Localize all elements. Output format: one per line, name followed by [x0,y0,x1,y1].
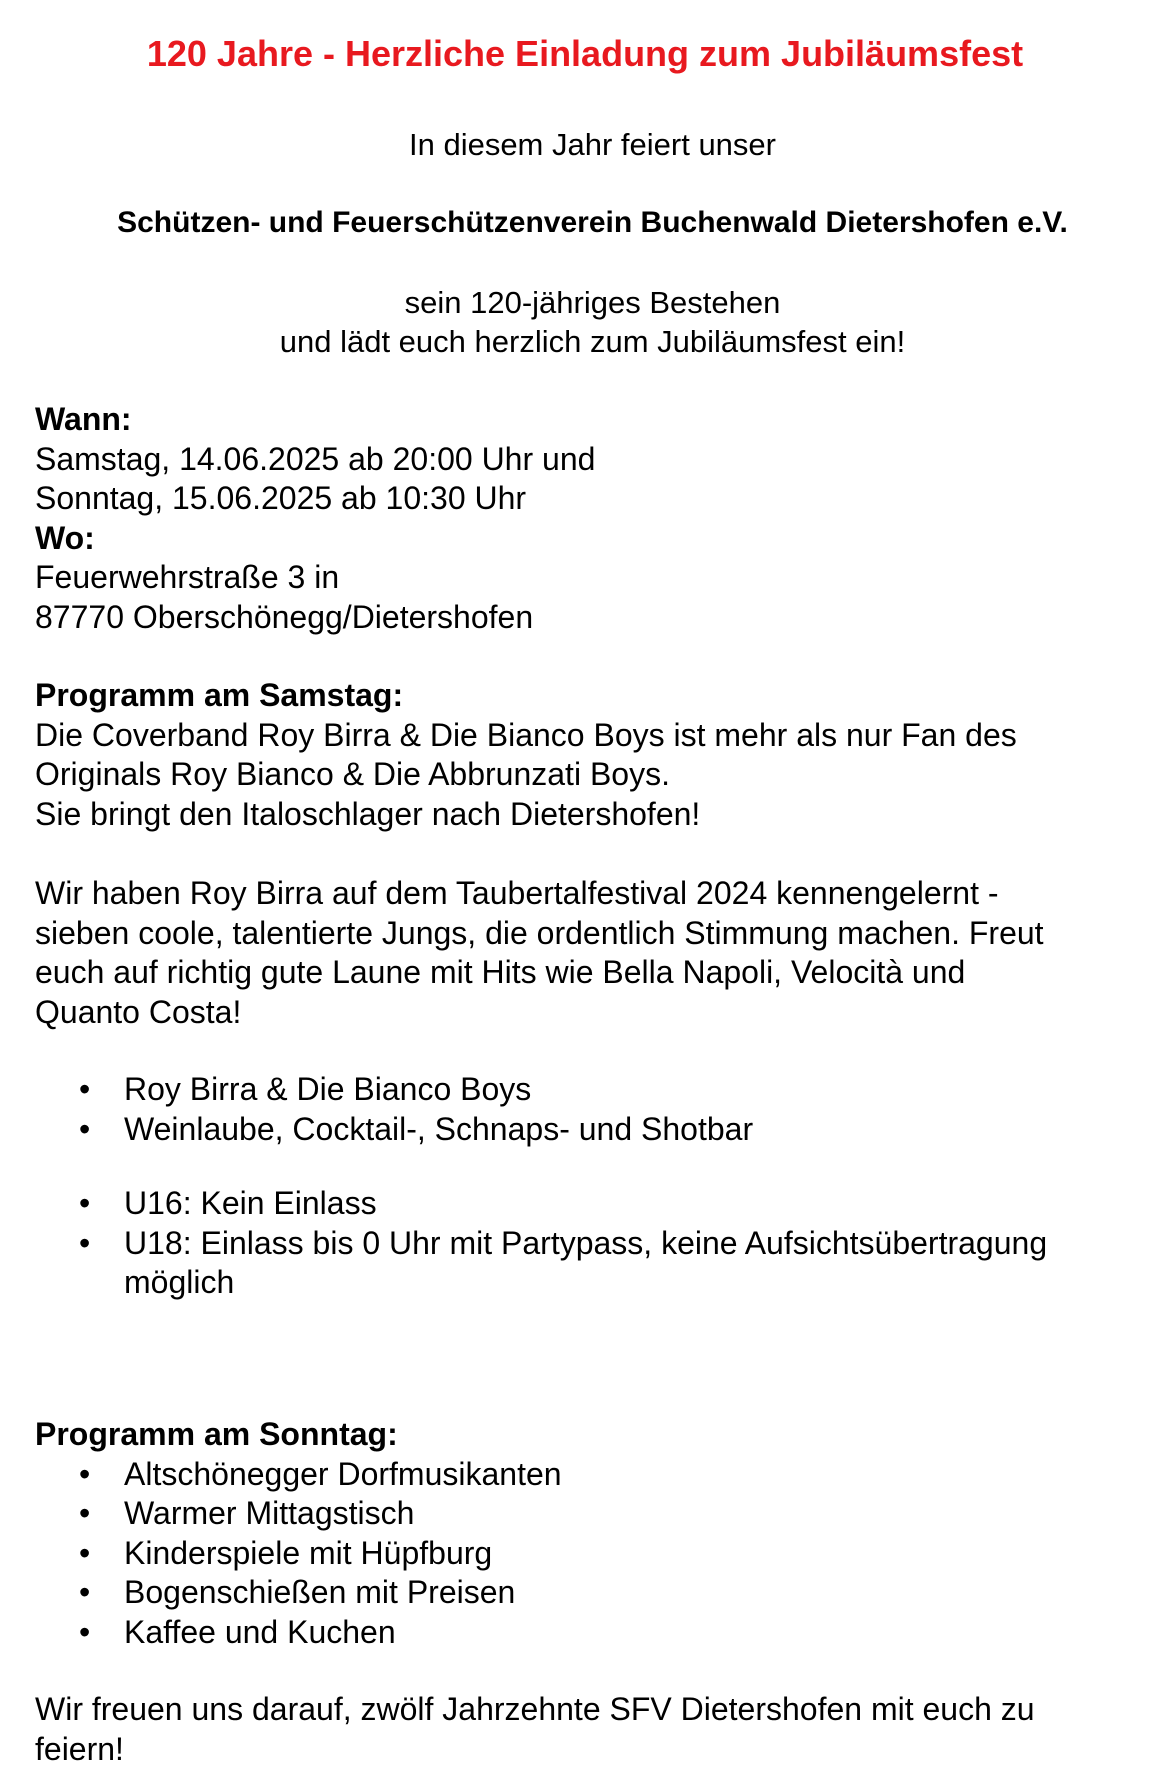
bullet-icon: • [79,1224,91,1261]
list-item: • Warmer Mittagstisch [35,1494,1145,1534]
where-line: Feuerwehrstraße 3 in [35,559,340,595]
saturday-bullets-1 [35,1070,1145,1149]
saturday-paragraph-line: euch auf richtig gute Laune mit Hits wie Bella Napoli, Velocità und [35,954,966,990]
intro-line: sein 120-jähriges Bestehen [404,285,781,320]
list-item: • U18: Einlass bis 0 Uhr mit Partypass, keine Aufsichtsübertragung möglich [79,1224,1048,1300]
saturday-label: Programm am Samstag: [35,677,404,713]
where-label: Wo: [35,519,95,556]
intro-line: In diesem Jahr feiert unser [408,127,776,162]
club-name: Schützen- und Feuerschützenverein Buchenwald Dietershofen e.V. [117,206,1068,239]
saturday-section [35,676,1145,834]
saturday-bullets-2 [35,1184,1145,1303]
closing-section [35,1690,1145,1769]
list-item: • Kinderspiele mit Hüpfburg [35,1534,1145,1574]
when-where-section [35,400,1145,637]
bullet-icon: • [79,1495,91,1531]
bullet-icon: • [79,1534,91,1571]
saturday-paragraph-line: Wir haben Roy Birra auf dem Taubertalfestival 2024 kennengelernt - [35,875,999,911]
when-label: Wann: [35,401,132,437]
list-item: • Weinlaube, Cocktail-, Schnaps- und Shotbar [35,1110,1145,1150]
closing-line: feiern! [35,1730,124,1767]
when-line: Sonntag, 15.06.2025 ab 10:30 Uhr [35,480,527,516]
saturday-paragraph-line: Originals Roy Bianco & Die Abbrunzati Boys. [35,756,670,792]
bullet-icon: • [79,1574,91,1610]
where-line: 87770 Oberschönegg/Dietershofen [35,598,534,635]
bullet-icon: • [79,1071,91,1107]
saturday-paragraph-line: Quanto Costa! [35,993,242,1030]
list-item: • Bogenschießen mit Preisen [35,1573,1145,1613]
page-title: 120 Jahre - Herzliche Einladung zum Jubiläumsfest [146,33,1024,74]
saturday-paragraph-line: sieben coole, talentierte Jungs, die ordentlich Stimmung machen. Freut [35,914,1044,951]
intro-line: und lädt euch herzlich zum Jubiläumsfest ein! [279,324,906,359]
bullet-icon: • [79,1110,91,1147]
saturday-paragraph-line: Sie bringt den Italoschlager nach Dietershofen! [35,795,701,832]
sunday-section [35,1415,1145,1652]
bullet-icon: • [79,1613,91,1650]
bullet-icon: • [79,1185,91,1221]
list-item: • Altschönegger Dorfmusikanten [35,1455,1145,1495]
list-item: • Kaffee und Kuchen [35,1613,1145,1653]
closing-line: Wir freuen uns darauf, zwölf Jahrzehnte SFV Dietershofen mit euch zu [35,1691,1035,1727]
sunday-label: Programm am Sonntag: [35,1416,398,1452]
saturday-description [35,874,1145,1032]
list-item: • Roy Birra & Die Bianco Boys [35,1070,1145,1110]
bullet-icon: • [79,1455,91,1492]
when-line: Samstag, 14.06.2025 ab 20:00 Uhr und [35,440,596,477]
saturday-paragraph-line: Die Coverband Roy Birra & Die Bianco Boys ist mehr als nur Fan des [35,716,1017,753]
list-item: • U16: Kein Einlass [35,1184,1145,1224]
